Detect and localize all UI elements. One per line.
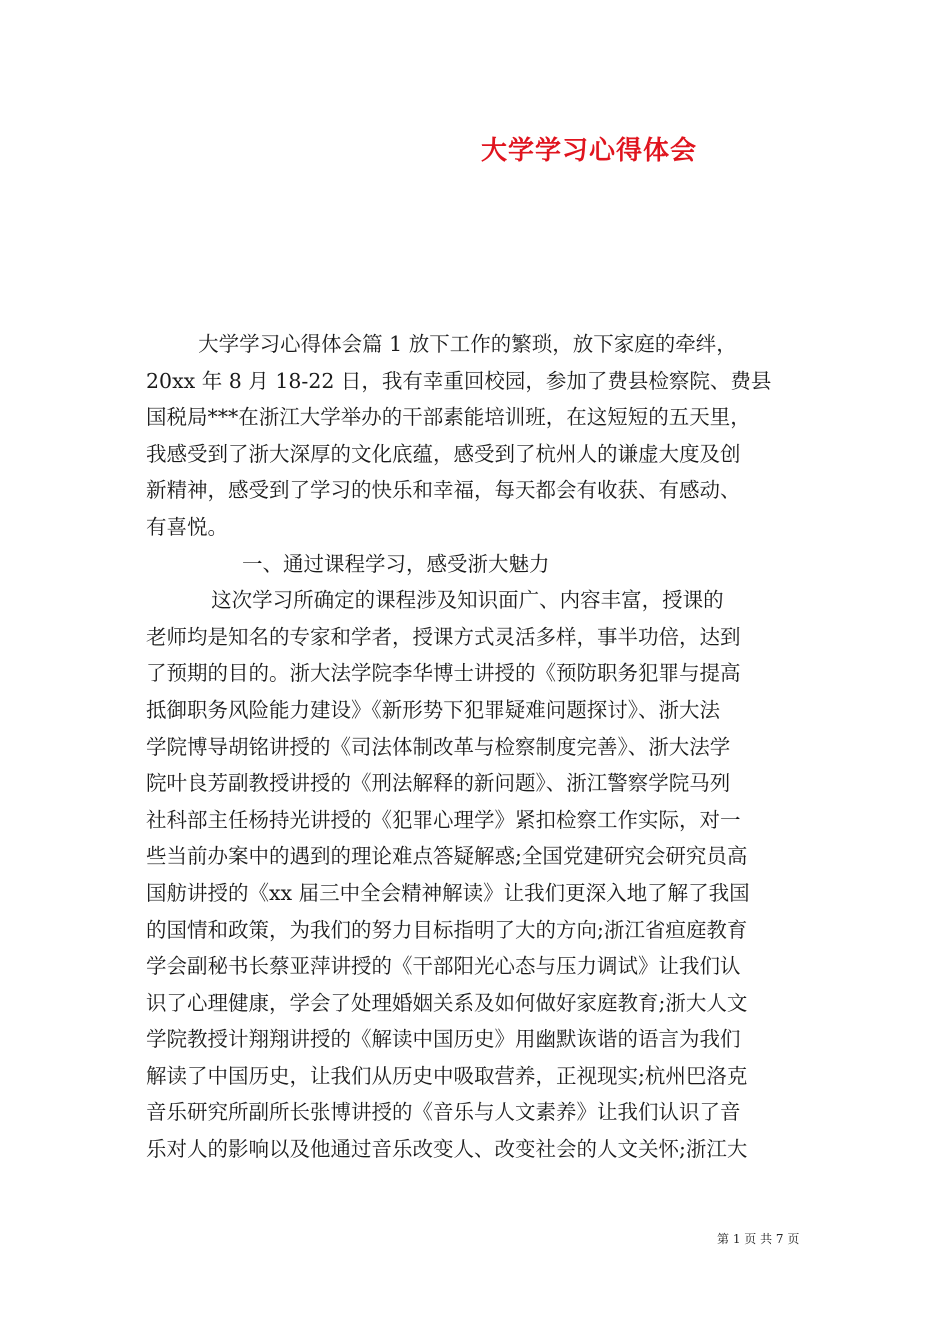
text-line: 院叶良芳副教授讲授的《刑法解释的新问题》、浙江警察学院马列 <box>146 771 731 796</box>
text-line: 社科部主任杨持光讲授的《犯罪心理学》紧扣检察工作实际，对一 <box>146 807 741 832</box>
text-line: 国舫讲授的《xx 届三中全会精神解读》让我们更深入地了解了我国 <box>146 880 750 905</box>
text-line: 国税局***在浙江大学举办的干部素能培训班，在这短短的五天里， <box>146 405 751 430</box>
text-line: 乐对人的影响以及他通过音乐改变人、改变社会的人文关怀;浙江大 <box>146 1137 748 1162</box>
text-line: 学会副秘书长蔡亚萍讲授的《干部阳光心态与压力调试》让我们认 <box>146 954 741 979</box>
text-line: 20xx 年 8 月 18-22 日，我有幸重回校园，参加了费县检察院、费县 <box>146 368 772 393</box>
text-line: 抵御职务风险能力建设》《新形势下犯罪疑难问题探讨》、浙大法 <box>146 697 720 722</box>
text-line: 这次学习所确定的课程涉及知识面广、内容丰富，授课的 <box>146 588 724 613</box>
document-body <box>146 326 806 1168</box>
page-number-footer: 第 1 页 共 7 页 <box>717 1232 800 1246</box>
text-line: 有喜悦。 <box>146 514 228 539</box>
paragraph-2 <box>146 582 806 1168</box>
text-line: 的国情和政策，为我们的努力目标指明了大的方向;浙江省疸庭教育 <box>146 917 748 942</box>
text-line: 大学学习心得体会篇 1 放下工作的繁琐，放下家庭的牵绊， <box>146 332 737 356</box>
text-line: 音乐研究所副所长张博讲授的《音乐与人文素养》让我们认识了音 <box>146 1100 741 1125</box>
text-line: 我感受到了浙大深厚的文化底蕴，感受到了杭州人的谦虚大度及创 <box>146 441 741 466</box>
text-line: 识了心理健康，学会了处理婚姻关系及如何做好家庭教育;浙大人文 <box>146 990 748 1015</box>
section-heading: 一、通过课程学习，感受浙大魅力 <box>242 551 550 576</box>
text-line: 些当前办案中的遇到的理论难点答疑解惑;全国党建研究会研究员高 <box>146 844 748 869</box>
text-line: 学院博导胡铭讲授的《司法体制改革与检察制度完善》、浙大法学 <box>146 734 731 759</box>
document-title: 大学学习心得体会 <box>480 136 697 166</box>
text-line: 老师均是知名的专家和学者，授课方式灵活多样，事半功倍，达到 <box>146 624 741 649</box>
text-line: 解读了中国历史，让我们从历史中吸取营养，正视现实;杭州巴洛克 <box>146 1063 748 1088</box>
paragraph-1 <box>146 326 806 546</box>
text-line: 新精神，感受到了学习的快乐和幸福，每天都会有收获、有感动、 <box>146 478 741 503</box>
text-line: 学院教授计翔翔讲授的《解读中国历史》用幽默诙谐的语言为我们 <box>146 1027 741 1052</box>
text-line: 了预期的目的。浙大法学院李华博士讲授的《预防职务犯罪与提高 <box>146 661 741 686</box>
